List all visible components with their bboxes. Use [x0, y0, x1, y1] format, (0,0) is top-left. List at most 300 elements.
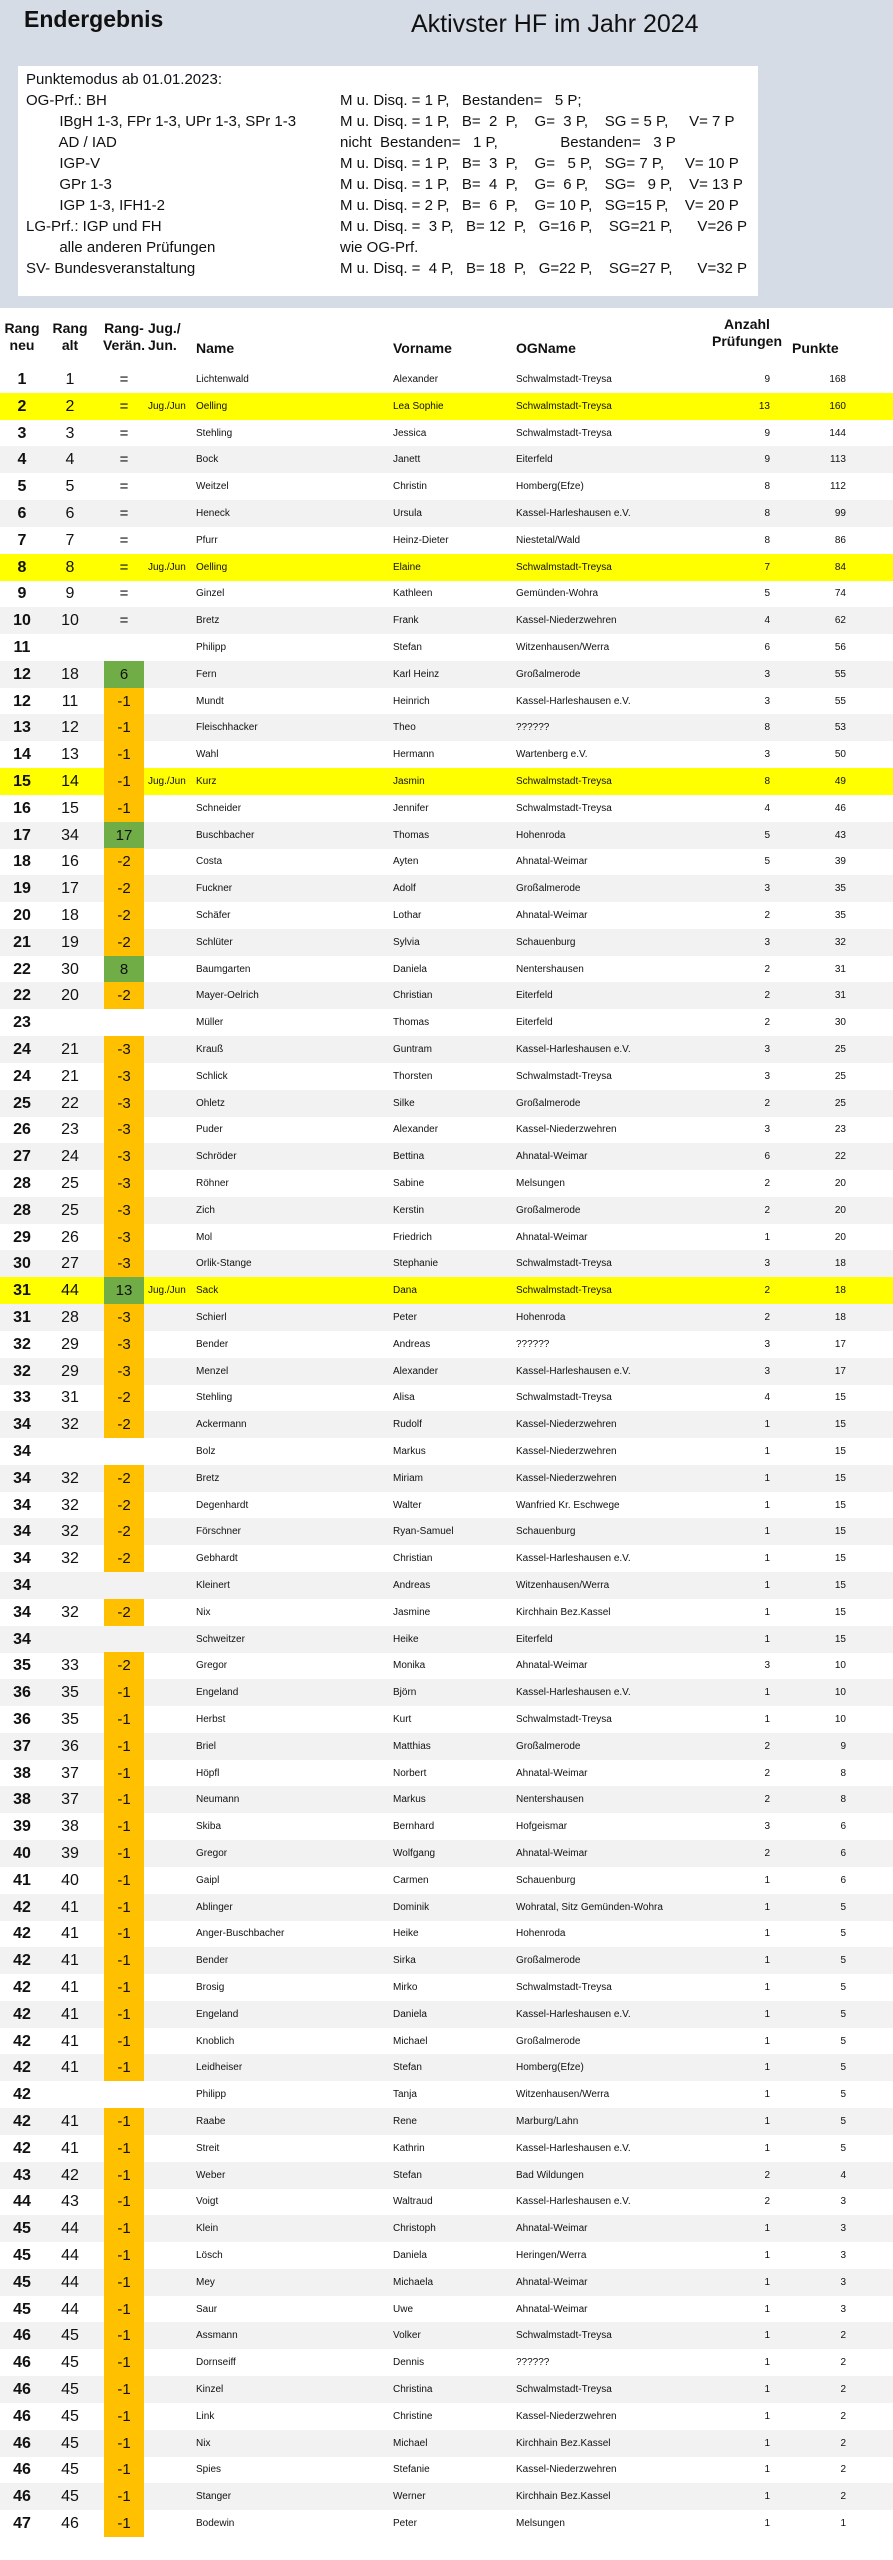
rank-change-cell: -1 [104, 1760, 144, 1787]
table-row [0, 1733, 893, 1760]
points-cell: 18 [834, 1285, 846, 1296]
count-cell: 1 [764, 1607, 770, 1618]
rank-change-cell: -1 [104, 2456, 144, 2483]
points-cell: 6 [840, 1848, 846, 1859]
og-name-cell: Melsungen [516, 1178, 565, 1189]
table-row [0, 2403, 893, 2430]
last-name-cell: Gebhardt [196, 1553, 238, 1564]
points-cell: 5 [840, 1982, 846, 1993]
rank-change-cell: -1 [104, 1840, 144, 1867]
og-name-cell: Kassel-Niederzwehren [516, 1124, 617, 1135]
rank-change-cell: -3 [104, 1143, 144, 1170]
rank-old-cell: 45 [61, 2381, 79, 2398]
rank-new-cell: 42 [13, 2113, 31, 2130]
jug-cell [148, 2403, 196, 2430]
rank-old-cell: 41 [61, 1979, 79, 1996]
og-name-cell: Schwalmstadt-Treysa [516, 562, 612, 573]
og-name-cell: Kassel-Niederzwehren [516, 2411, 617, 2422]
table-row [0, 1277, 893, 1304]
points-cell: 22 [834, 1151, 846, 1162]
jug-cell [148, 446, 196, 473]
og-name-cell: Kirchhain Bez.Kassel [516, 1607, 611, 1618]
table-row [0, 1518, 893, 1545]
jug-cell [148, 2108, 196, 2135]
rank-new-cell: 42 [13, 1899, 31, 1916]
last-name-cell: Leidheiser [196, 2062, 243, 2073]
og-name-cell: Schwalmstadt-Treysa [516, 1392, 612, 1403]
rank-change-cell: -1 [104, 2242, 144, 2269]
rank-change-cell: -1 [104, 2135, 144, 2162]
rank-old-cell: 20 [61, 987, 79, 1004]
first-name-cell: Christian [393, 1553, 433, 1564]
rank-change-cell: = [119, 585, 129, 602]
last-name-cell: Weber [196, 2170, 226, 2181]
rank-change-cell: = [119, 398, 129, 415]
first-name-cell: Friedrich [393, 1232, 432, 1243]
rank-old-cell: 23 [61, 1121, 79, 1138]
jug-cell [148, 714, 196, 741]
points-cell: 17 [834, 1366, 846, 1377]
jug-cell [148, 902, 196, 929]
scoring-label: LG-Prf.: IGP und FH [26, 218, 162, 235]
rank-old-cell: 45 [61, 2327, 79, 2344]
rank-old-cell: 3 [65, 425, 75, 442]
rank-new-cell: 42 [13, 2086, 31, 2103]
rank-old-cell: 5 [65, 478, 75, 495]
rank-new-cell: 7 [17, 532, 27, 549]
last-name-cell: Bender [196, 1339, 229, 1350]
rank-change-cell: 13 [104, 1277, 144, 1304]
last-name-cell: Nix [196, 2438, 211, 2449]
count-cell: 1 [764, 2089, 770, 2100]
jug-cell [148, 1197, 196, 1224]
table-row [0, 1063, 893, 1090]
og-name-cell: ?????? [516, 2357, 550, 2368]
rank-new-cell: 5 [17, 478, 27, 495]
last-name-cell: Lichtenwald [196, 374, 249, 385]
points-cell: 3 [840, 2277, 846, 2288]
og-name-cell: Ahnatal-Weimar [516, 856, 588, 867]
first-name-cell: Wolfgang [393, 1848, 436, 1859]
rank-old-cell: 21 [61, 1041, 79, 1058]
first-name-cell: Heinrich [393, 696, 430, 707]
og-name-cell: Großalmerode [516, 883, 581, 894]
table-header [0, 310, 893, 366]
rank-new-cell: 46 [13, 2327, 31, 2344]
first-name-cell: Bernhard [393, 1821, 435, 1832]
points-cell: 46 [834, 803, 846, 814]
jug-cell [148, 822, 196, 849]
og-name-cell: Eiterfeld [516, 454, 553, 465]
table-row [0, 1786, 893, 1813]
og-name-cell: Kassel-Harleshausen e.V. [516, 1687, 631, 1698]
last-name-cell: Schäfer [196, 910, 231, 921]
og-name-cell: Kirchhain Bez.Kassel [516, 2491, 611, 2502]
points-cell: 55 [834, 669, 846, 680]
count-cell: 2 [764, 1848, 770, 1859]
table-row [0, 1170, 893, 1197]
rank-old-cell: 22 [61, 1095, 79, 1112]
og-name-cell: Schauenburg [516, 937, 576, 948]
last-name-cell: Krauß [196, 1044, 224, 1055]
og-name-cell: Kassel-Harleshausen e.V. [516, 2009, 631, 2020]
points-cell: 18 [834, 1258, 846, 1269]
count-cell: 5 [764, 856, 770, 867]
rank-change-cell: -2 [104, 1411, 144, 1438]
og-name-cell: Marburg/Lahn [516, 2116, 579, 2127]
og-name-cell: Kassel-Harleshausen e.V. [516, 2143, 631, 2154]
points-cell: 15 [834, 1446, 846, 1457]
og-name-cell: Kassel-Niederzwehren [516, 1419, 617, 1430]
jug-cell [148, 1679, 196, 1706]
og-name-cell: Eiterfeld [516, 990, 553, 1001]
rank-old-cell: 18 [61, 907, 79, 924]
points-cell: 15 [834, 1580, 846, 1591]
jug-cell: Jug./Jun [148, 776, 186, 787]
count-cell: 13 [758, 401, 770, 412]
rank-new-cell: 9 [17, 585, 27, 602]
jug-cell [148, 1492, 196, 1519]
rank-change-cell: -3 [104, 1358, 144, 1385]
jug-cell [148, 1894, 196, 1921]
jug-cell [148, 1920, 196, 1947]
jug-cell [148, 1626, 196, 1653]
jug-cell [148, 875, 196, 902]
rank-old-cell: 44 [61, 2247, 79, 2264]
jug-cell [148, 1090, 196, 1117]
count-cell: 2 [764, 2170, 770, 2181]
table-row [0, 2456, 893, 2483]
og-name-cell: Nentershausen [516, 964, 584, 975]
og-name-cell: Kassel-Niederzwehren [516, 615, 617, 626]
rank-change-cell: -3 [104, 1116, 144, 1143]
rank-old-cell: 45 [61, 2461, 79, 2478]
jug-cell [148, 2028, 196, 2055]
last-name-cell: Bolz [196, 1446, 216, 1457]
rank-change-cell: = [119, 478, 129, 495]
rank-new-cell: 34 [13, 1577, 31, 1594]
last-name-cell: Stanger [196, 2491, 232, 2502]
rank-new-cell: 16 [13, 800, 31, 817]
first-name-cell: Silke [393, 1098, 415, 1109]
og-name-cell: Kassel-Harleshausen e.V. [516, 1044, 631, 1055]
rank-old-cell: 45 [61, 2354, 79, 2371]
points-cell: 10 [834, 1687, 846, 1698]
rank-change-cell: 8 [104, 956, 144, 983]
count-cell: 2 [764, 1205, 770, 1216]
og-name-cell: Ahnatal-Weimar [516, 1848, 588, 1859]
count-cell: 8 [764, 481, 770, 492]
points-cell: 2 [840, 2491, 846, 2502]
last-name-cell: Briel [196, 1741, 217, 1752]
rank-old-cell: 41 [61, 1952, 79, 1969]
jug-cell [148, 2376, 196, 2403]
jug-cell [148, 634, 196, 661]
og-name-cell: Kassel-Harleshausen e.V. [516, 1553, 631, 1564]
points-cell: 3 [840, 2304, 846, 2315]
table-row [0, 2028, 893, 2055]
last-name-cell: Wahl [196, 749, 219, 760]
count-cell: 3 [764, 749, 770, 760]
count-cell: 1 [764, 2411, 770, 2422]
rank-change-cell: -1 [104, 795, 144, 822]
rank-old-cell: 18 [61, 666, 79, 683]
table-row [0, 1894, 893, 1921]
points-cell: 10 [834, 1714, 846, 1725]
count-cell: 1 [764, 1446, 770, 1457]
jug-cell [148, 1465, 196, 1492]
rank-old-cell: 35 [61, 1711, 79, 1728]
table-row [0, 1358, 893, 1385]
points-cell: 53 [834, 722, 846, 733]
rank-old-cell: 44 [61, 1282, 79, 1299]
points-cell: 15 [834, 1634, 846, 1645]
count-cell: 2 [764, 1741, 770, 1752]
rank-change-cell [104, 634, 144, 661]
rank-new-cell: 17 [13, 827, 31, 844]
rank-old-cell [48, 1009, 92, 1036]
og-name-cell: Schwalmstadt-Treysa [516, 803, 612, 814]
rank-new-cell: 18 [13, 853, 31, 870]
rank-change-cell: 6 [104, 661, 144, 688]
table-row [0, 2349, 893, 2376]
table-row [0, 1545, 893, 1572]
og-name-cell: Schwalmstadt-Treysa [516, 2330, 612, 2341]
rank-old-cell: 7 [65, 532, 75, 549]
count-cell: 1 [764, 1580, 770, 1591]
scoring-rules-box [18, 66, 758, 296]
jug-cell [148, 1652, 196, 1679]
first-name-cell: Lothar [393, 910, 422, 921]
count-cell: 2 [764, 1017, 770, 1028]
last-name-cell: Schlüter [196, 937, 233, 948]
points-cell: 2 [840, 2464, 846, 2475]
table-row [0, 688, 893, 715]
scoring-rule: M u. Disq. = 3 P, B= 12 P, G=16 P, SG=21 P, V=26 P [340, 218, 748, 235]
count-cell: 4 [764, 803, 770, 814]
rank-old-cell: 33 [61, 1657, 79, 1674]
rank-old-cell: 40 [61, 1872, 79, 1889]
last-name-cell: Schlick [196, 1071, 228, 1082]
points-cell: 15 [834, 1392, 846, 1403]
rank-old-cell [48, 1626, 92, 1653]
points-cell: 25 [834, 1098, 846, 1109]
rank-new-cell: 15 [13, 773, 31, 790]
table-row [0, 2135, 893, 2162]
count-cell: 1 [764, 1232, 770, 1243]
col-name: Name [196, 340, 235, 356]
points-cell: 20 [834, 1232, 846, 1243]
rank-new-cell: 3 [17, 425, 27, 442]
og-name-cell: Ahnatal-Weimar [516, 1151, 588, 1162]
rank-new-cell: 47 [13, 2515, 31, 2532]
jug-cell [148, 2242, 196, 2269]
og-name-cell: Kassel-Harleshausen e.V. [516, 1366, 631, 1377]
count-cell: 6 [764, 642, 770, 653]
jug-cell [148, 1143, 196, 1170]
count-cell: 1 [764, 1419, 770, 1430]
count-cell: 5 [764, 588, 770, 599]
count-cell: 2 [764, 1794, 770, 1805]
jug-cell [148, 1733, 196, 1760]
rank-old-cell: 19 [61, 934, 79, 951]
count-cell: 2 [764, 1098, 770, 1109]
rank-old-cell: 8 [65, 559, 75, 576]
og-name-cell: Schwalmstadt-Treysa [516, 1258, 612, 1269]
count-cell: 9 [764, 374, 770, 385]
og-name-cell: Großalmerode [516, 2036, 581, 2047]
table-row [0, 2296, 893, 2323]
og-name-cell: Witzenhausen/Werra [516, 642, 610, 653]
jug-cell [148, 1036, 196, 1063]
rank-new-cell: 12 [13, 693, 31, 710]
scoring-label: IGP 1-3, IFH1-2 [26, 197, 165, 214]
rank-old-cell: 41 [61, 2140, 79, 2157]
last-name-cell: Röhner [196, 1178, 229, 1189]
jug-cell [148, 1840, 196, 1867]
jug-cell: Jug./Jun [148, 1285, 186, 1296]
table-row [0, 393, 893, 420]
col-jug: Jug./ Jun. [148, 320, 181, 353]
points-cell: 9 [840, 1741, 846, 1752]
last-name-cell: Ackermann [196, 1419, 247, 1430]
rank-old-cell: 45 [61, 2408, 79, 2425]
rank-change-cell: -1 [104, 1947, 144, 1974]
points-cell: 2 [840, 2384, 846, 2395]
rank-change-cell [104, 2081, 144, 2108]
points-cell: 8 [840, 1768, 846, 1779]
last-name-cell: Anger-Buschbacher [196, 1928, 285, 1939]
last-name-cell: Philipp [196, 642, 227, 653]
table-row [0, 473, 893, 500]
count-cell: 3 [764, 1071, 770, 1082]
rank-old-cell: 16 [61, 853, 79, 870]
points-cell: 3 [840, 2250, 846, 2261]
count-cell: 1 [764, 2116, 770, 2127]
rank-new-cell: 21 [13, 934, 31, 951]
last-name-cell: Dornseiff [196, 2357, 236, 2368]
rank-new-cell: 46 [13, 2408, 31, 2425]
last-name-cell: Ginzel [196, 588, 225, 599]
table-row [0, 554, 893, 581]
og-name-cell: Schauenburg [516, 1526, 576, 1537]
last-name-cell: Stehling [196, 428, 233, 439]
first-name-cell: Sabine [393, 1178, 425, 1189]
jug-cell [148, 956, 196, 983]
scoring-rule: M u. Disq. = 2 P, B= 6 P, G= 10 P, SG=15 P, V= 20 P [340, 197, 739, 214]
points-cell: 5 [840, 2009, 846, 2020]
rank-old-cell: 21 [61, 1068, 79, 1085]
first-name-cell: Tanja [393, 2089, 417, 2100]
rank-old-cell: 28 [61, 1309, 79, 1326]
rank-new-cell: 38 [13, 1791, 31, 1808]
rank-change-cell: -1 [104, 2430, 144, 2457]
rank-change-cell [104, 1626, 144, 1653]
last-name-cell: Philipp [196, 2089, 227, 2100]
first-name-cell: Kurt [393, 1714, 412, 1725]
last-name-cell: Bretz [196, 1473, 220, 1484]
first-name-cell: Heinz-Dieter [393, 535, 449, 546]
first-name-cell: Markus [393, 1794, 426, 1805]
jug-cell [148, 688, 196, 715]
table-row [0, 1143, 893, 1170]
rank-change-cell: -1 [104, 2028, 144, 2055]
og-name-cell: Ahnatal-Weimar [516, 2304, 588, 2315]
rank-old-cell: 45 [61, 2488, 79, 2505]
og-name-cell: Ahnatal-Weimar [516, 910, 588, 921]
last-name-cell: Heneck [196, 508, 230, 519]
rank-new-cell: 34 [13, 1470, 31, 1487]
table-row [0, 1626, 893, 1653]
points-cell: 15 [834, 1500, 846, 1511]
first-name-cell: Stefanie [393, 2464, 430, 2475]
scoring-label: IBgH 1-3, FPr 1-3, UPr 1-3, SPr 1-3 [26, 113, 297, 130]
col-first-name: Vorname [393, 340, 452, 356]
jug-cell [148, 1331, 196, 1358]
last-name-cell: Mayer-Oelrich [196, 990, 259, 1001]
rank-old-cell: 4 [65, 451, 75, 468]
points-cell: 32 [834, 937, 846, 948]
scoring-rule: M u. Disq. = 1 P, B= 2 P, G= 3 P, SG = 5 P, V= 7 P [340, 113, 735, 130]
last-name-cell: Sack [196, 1285, 219, 1296]
points-cell: 35 [834, 910, 846, 921]
count-cell: 3 [764, 1339, 770, 1350]
first-name-cell: Jasmine [393, 1607, 431, 1618]
jug-cell [148, 1224, 196, 1251]
first-name-cell: Alexander [393, 374, 439, 385]
last-name-cell: Schneider [196, 803, 242, 814]
rank-change-cell: -3 [104, 1170, 144, 1197]
last-name-cell: Ablinger [196, 1902, 233, 1913]
table-row [0, 875, 893, 902]
first-name-cell: Adolf [393, 883, 416, 894]
rank-new-cell: 34 [13, 1550, 31, 1567]
table-row [0, 2510, 893, 2537]
rank-new-cell: 45 [13, 2220, 31, 2237]
first-name-cell: Uwe [393, 2304, 414, 2315]
rank-change-cell: -1 [104, 2215, 144, 2242]
first-name-cell: Jennifer [393, 803, 429, 814]
jug-cell [148, 1947, 196, 1974]
rank-change-cell: -1 [104, 714, 144, 741]
last-name-cell: Raabe [196, 2116, 226, 2127]
jug-cell [148, 2001, 196, 2028]
count-cell: 2 [764, 1768, 770, 1779]
table-row [0, 420, 893, 447]
rank-change-cell: -2 [104, 982, 144, 1009]
og-name-cell: Schwalmstadt-Treysa [516, 428, 612, 439]
count-cell: 1 [764, 2330, 770, 2341]
last-name-cell: Gregor [196, 1848, 228, 1859]
rank-old-cell: 6 [65, 505, 75, 522]
rank-old-cell: 35 [61, 1684, 79, 1701]
count-cell: 8 [764, 508, 770, 519]
points-cell: 113 [830, 454, 846, 465]
last-name-cell: Schierl [196, 1312, 227, 1323]
jug-cell [148, 1599, 196, 1626]
points-cell: 2 [840, 2357, 846, 2368]
rank-change-cell: -3 [104, 1090, 144, 1117]
rank-change-cell: -1 [104, 1974, 144, 2001]
rank-old-cell: 44 [61, 2274, 79, 2291]
rank-old-cell: 32 [61, 1470, 79, 1487]
first-name-cell: Frank [393, 615, 419, 626]
og-name-cell: Melsungen [516, 2518, 565, 2529]
rank-old-cell: 44 [61, 2301, 79, 2318]
rank-change-cell: -1 [104, 2510, 144, 2537]
og-name-cell: Niestetal/Wald [516, 535, 581, 546]
rank-change-cell: 17 [104, 822, 144, 849]
